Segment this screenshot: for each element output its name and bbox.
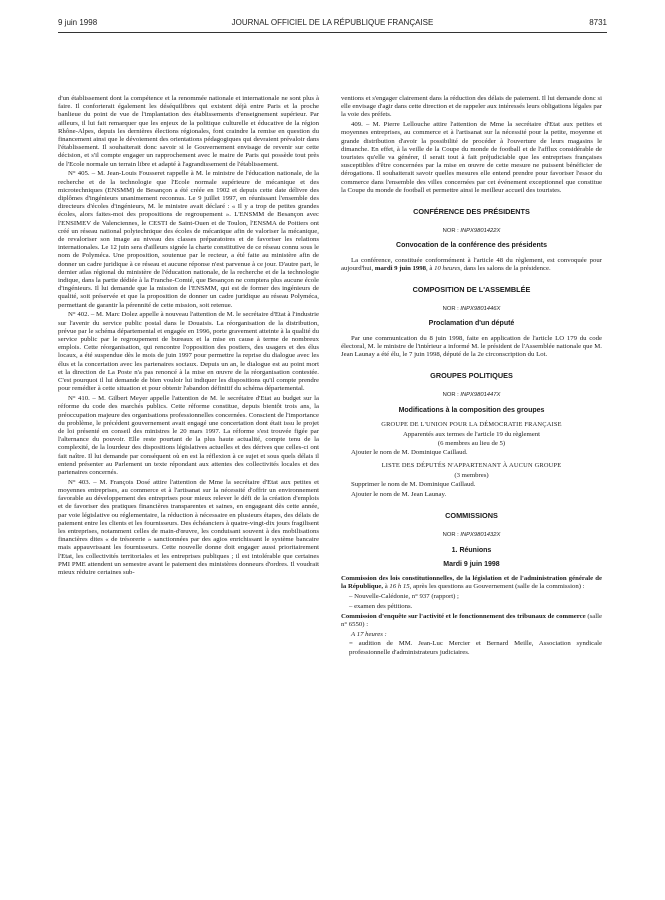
agenda-item: = audition de MM. Jean-Luc Mercier et Bernard Meille, Association syndicale professionnelle d'administrateurs judiciaires. (349, 640, 602, 656)
nor-reference: NOR : INPX9801432X (442, 532, 501, 539)
nor-reference: NOR : INPX9801446X (442, 306, 501, 313)
left-column (58, 95, 319, 579)
group-detail: (6 membres au lieu de 5) (437, 440, 506, 448)
agenda-item: – Nouvelle-Calédonie, n° 937 (rapport) ; (349, 592, 459, 600)
header-journal-title: JOURNAL OFFICIEL DE LA RÉPUBLIQUE FRANÇAISE (231, 18, 434, 27)
subsection-title: 1. Réunions (451, 546, 492, 554)
section-title-conference: CONFÉRENCE DES PRÉSIDENTS (413, 207, 530, 217)
subsection-title: Proclamation d'un député (428, 320, 515, 328)
nor-reference: NOR : INPX9801447X (442, 392, 501, 399)
meeting-time: A 17 heures : (351, 630, 387, 638)
question-410: N° 410. – M. Gilbert Meyer appelle l'attention de M. le secrétaire d'Etat au budget sur la réforme du code des marchés publics. Cette réforme constitue, depuis bientôt trois ans, la préoccupation majeure des organisations professionnelles concernées. Conscient de l'importance du problème, le précédent gouvernement avait engagé une concertation dont était issu le projet de loi présenté en conseil des ministres le 20 mars 1997. La réforme s'est trouvée figée par l'alternance du pouvoir. Elle reste pourtant de la plus haute actualité, compte tenu de la complexité, de la lourdeur des dispositions législatives actuelles et des dérives que celles-ci ont fait naître. Il lui demande par conséquent où en est la réflexion à ce sujet et sous quels délais il entend présenter au Parlement un texte répondant aux attentes des collectivités locales et des partenaires concernés. (58, 395, 319, 476)
group-change: Ajouter le nom de M. Jean Launay. (351, 490, 447, 498)
proclamation-text: Par une communication du 8 juin 1998, faite en application de l'article LO 179 du code électoral, M. le ministre de l'intérieur a informé M. le président de l'Assemblée nationale que M. Jean Launay a été élu, le 7 juin 1998, député de la 2e circonscription du Lot. (341, 334, 602, 359)
question-402: N° 402. – M. Marc Dolez appelle à nouveau l'attention de M. le secrétaire d'Etat à l'industrie sur l'avenir du service public postal dans le Douaisis. La réorganisation de la distribution, prévue par le schéma départemental et engagée en 1996, porte gravement atteinte à la qualité du service public par le regroupement de bureaux et la mise en cause à terme de nombreux emplois. Cette réorganisation, qui rencontre l'opposition des postiers, des usagers et des élus locaux, a été suspendue dès le mois de juin 1997 pour permettre la reprise du dialogue avec les élus et la concertation avec les partenaires sociaux. Depuis un an, le dialogue est au point mort et la direction de La Poste n'a pas renoncé à la mise en œuvre de la réorganisation contestée. C'est pourquoi il lui demande de bien vouloir lui indiquer les dispositions qu'il compte prendre pour remédier à cette situation et pour obtenir l'abandon définitif du schéma départemental. (58, 311, 319, 393)
commission-lois: Commission des lois constitutionnelles, de la législation et de l'administration générale de la République, à 16 h 15, après les questions au Gouvernement (salle de la commission) : (341, 574, 602, 591)
paragraph-continuation: d'un établissement dont la compétence et la renommée nationale et internationale ne sont plus à faire. Il conforterait également les déséquilibres qui existent déjà entre Paris et la proche banlieue du point de vue de l'implantation des établissements d'enseignement supérieur. Par ailleurs, il lui fait remarquer que les enjeux de la politique culturelle et éducative de la région Rhône-Alpes, depuis les dernières élections régionales, font craindre la remise en question du financement ainsi que le dévoiement des orientations pédagogiques qui devraient prévaloir dans l'établissement. Il souhaiterait donc savoir si le Gouvernement envisage de revenir sur cette décision, et s'il compte engager un rapprochement avec le maire de Paris qui possède tout près de l'Ecole normale un terrain libre et adapté à l'agrandissement de l'établissement. (58, 95, 319, 168)
subsection-title: Modifications à la composition des groupes (398, 406, 545, 414)
agenda-item: – examen des pétitions. (349, 602, 413, 610)
meeting-date: Mardi 9 juin 1998 (443, 560, 500, 568)
subsection-title: Convocation de la conférence des présidents (396, 242, 547, 250)
group-detail: (3 membres) (454, 471, 489, 479)
header-page-number: 8731 (589, 18, 607, 27)
section-title-commissions: COMMISSIONS (445, 511, 498, 521)
group-name: LISTE DES DÉPUTÉS N'APPARTENANT À AUCUN GROUPE (381, 461, 562, 469)
section-title-composition: COMPOSITION DE L'ASSEMBLÉE (412, 285, 531, 295)
group-detail: Apparentés aux termes de l'article 19 du règlement (402, 431, 541, 439)
section-title-groupes: GROUPES POLITIQUES (430, 371, 513, 381)
question-405: N° 405. – M. Jean-Louis Fousseret rappelle à M. le ministre de l'éducation nationale, de la recherche et de la technologie que l'Ecole normale supérieure de mécanique et des microtechniques (ENSMM) de Besançon a été créée en 1902 et depuis cette date délivre des diplômes d'ingénieurs unanimement reconnus. Le 9 juillet 1997, en réunissant l'ensemble des directeurs d'écoles d'ingénieurs, M. le ministre avait déclaré : « Il y a trop de petites grandes écoles, alors faites-moi des propositions de regroupement ». L'ENSMM de Besançon avec l'ENSIMEV de Valenciennes, le CESTI de Saint-Ouen et de Toulon, l'ENSMA de Poitiers ont créé un réseau national polytechnique des écoles de mécanique afin de valoriser la mécanique, de revaloriser son image au niveau des classes préparatoires et de favoriser les relations internationales. Le 12 juin sera d'ailleurs signée la charte constitutive de ce réseau connu sous le nom de Polyméca. Une proposition, soutenue par le recteur, a été faite au ministère afin de donner un cadre juridique à ce réseau et aucune réponse n'est parvenue à ce jour. D'autre part, le dernier atlas régional du ministère de l'éducation nationale, de la recherche et de la technologie indique, dans la partie dédiée à la Franche-Comté, que Besançon ne comptera plus aucune école d'ingénieurs. Il lui demande que la mission de l'ENSMM, qui est de former des ingénieurs de qualité, soit préservée et que la proposition de donner un cadre juridique au réseau Polyméca, permettant de garantir la pérennité de cette mission, soit retenue. (58, 170, 319, 309)
conference-text: La conférence, constituée conformément à l'article 48 du règlement, est convoquée pour aujourd'hui, mardi 9 juin 1998, à 10 heures, dans les salons de la présidence. (341, 256, 602, 272)
group-change: Ajouter le nom de M. Dominique Caillaud. (351, 449, 468, 457)
question-403: N° 403. – M. François Dosé attire l'attention de Mme la secrétaire d'Etat aux petites et moyennes entreprises, au commerce et à l'artisanat sur la nécessité d'offrir un environnement favorable au développement des entreprises pour mieux relever le défi de la création d'emplois et de favoriser des pratiques financières transparentes et saines, en engageant dès cette année, par voie législative ou réglementaire, la réduction à nécessaire en plusieurs étapes, des délais de paiement entre les clients et les fournisseurs. Des échéanciers à quatre-vingt-dix jours fragilisent les entreprises, notamment celles de main-d'œuvre, les conduisant souvent à des mobilisations financières dites « de trésorerie » sanctionnées par des agios enrichissant le système bancaire mais appauvrissant les fournisseurs. Cette nouvelle donne doit engager aussi prioritairement l'Etat, les collectivités territoriales et les entreprises publiques ; il est intolérable que certaines PMI PME attendent un semestre avant le paiement des ministères donneurs d'ordres. Il voudrait mieux réduire certaines sub- (58, 478, 319, 576)
nor-reference: NOR : INPX9801422X (442, 228, 501, 235)
commission-enquete: Commission d'enquête sur l'activité et le fonctionnement des tribunaux de commerce (salle n° 6550) : (341, 612, 602, 628)
right-column (341, 95, 602, 658)
paragraph-continuation: ventions et s'engager clairement dans la réduction des délais de paiement. Il lui demande donc si elle envisage d'agir dans cette direction et de rappeler aux intéressés leurs obligations légales par la voie des préfets. (341, 95, 602, 119)
page-header (58, 18, 607, 32)
group-name: GROUPE DE L'UNION POUR LA DÉMOCRATIE FRANÇAISE (381, 420, 562, 428)
question-409: 409. – M. Pierre Lellouche attire l'attention de Mme la secrétaire d'Etat aux petites et moyennes entreprises, au commerce et à l'artisanat sur la nécessité pour la petite, moyenne et grande distribution d'avoir la possibilité de procéder à l'ouverture de leurs magasins le dimanche. En effet, à la veille de la Coupe du monde de football et de l'afflux considérable de touristes qu'elle va générer, il serait tout à fait préjudiciable que les entreprises françaises susceptibles d'être concernées par la mise en œuvre de cette mesure ne puissent bénéficier de dérogations. Il souhaiterait savoir quelles mesures elle entend prendre pour favoriser l'essor du commerce dans l'ensemble des villes concernées par cet événement exceptionnel que constitue la Coupe du monde de football et permettre ainsi le meilleur accueil des touristes. (341, 121, 602, 194)
group-change: Supprimer le nom de M. Dominique Caillaud. (351, 481, 476, 489)
header-date: 9 juin 1998 (58, 18, 98, 27)
header-rule (58, 32, 607, 33)
